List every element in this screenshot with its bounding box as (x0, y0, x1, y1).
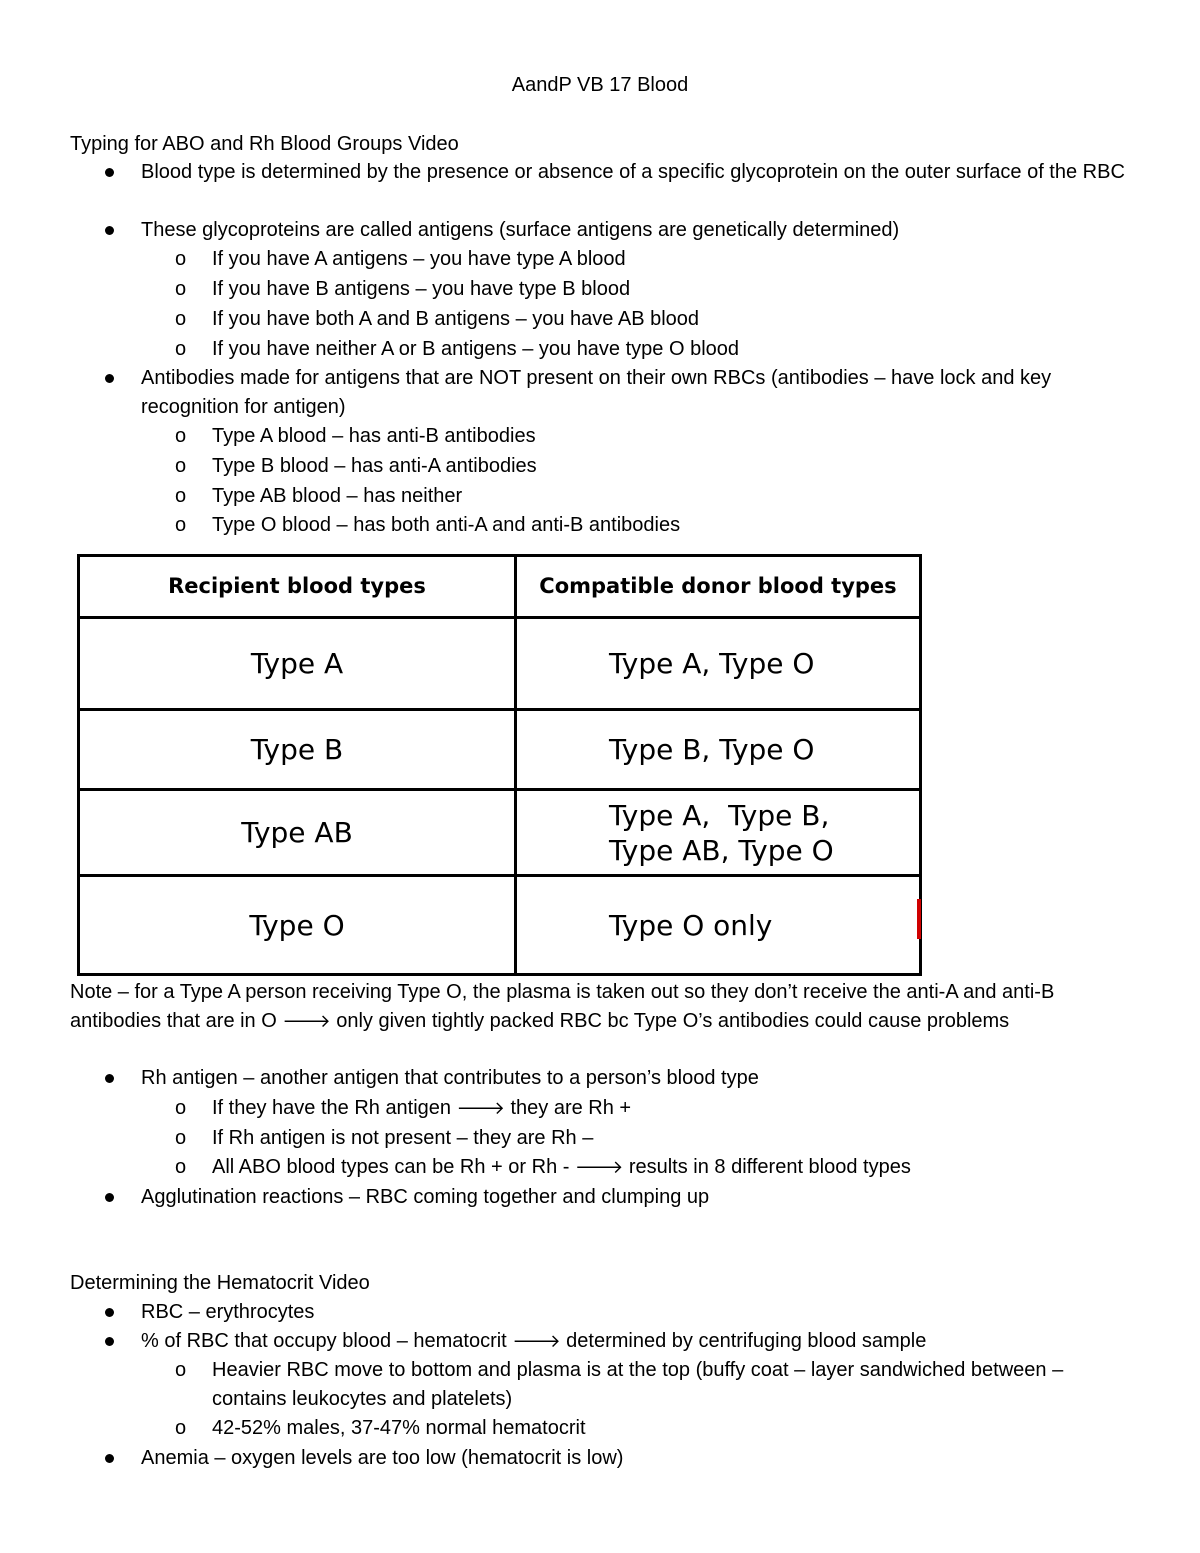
bullet-item: These glycoproteins are called antigens (surface antigens are genetically determined) (141, 216, 1141, 245)
sub-bullet-item: o Heavier RBC move to bottom and plasma is at the top (buffy coat – layer sandwiched between – contains leukocytes and platelets) (212, 1356, 1142, 1414)
sub-bullet-item: o If Rh antigen is not present – they are Rh – (212, 1124, 1142, 1153)
sub-bullet-item: o Type B blood – has anti-A antibodies (212, 452, 1142, 481)
item-text: % of RBC that occupy blood – hematocrit (141, 1330, 507, 1352)
arrow-right-icon: 🡒 (512, 1331, 561, 1352)
donor-cell: Type A, Type O (516, 617, 921, 709)
donor-line: Type AB, Type O (609, 833, 834, 867)
sub-bullet-item: o Type O blood – has both anti-A and anti-B antibodies (212, 511, 1142, 540)
sub-bullet-item: o If you have both A and B antigens – you have AB blood (212, 305, 1142, 334)
donor-cell (516, 790, 921, 876)
header-donor: Compatible donor blood types (516, 556, 921, 618)
bullet-item (141, 1327, 1141, 1356)
bullet-item: RBC – erythrocytes (141, 1298, 1141, 1327)
item-text: results in 8 different blood types (628, 1156, 911, 1178)
recipient-cell: Type O (79, 876, 516, 975)
recipient-cell: Type A (79, 617, 516, 709)
bullet-item: Rh antigen – another antigen that contributes to a person’s blood type (141, 1064, 1141, 1093)
sub-bullet-item: o 42-52% males, 37-47% normal hematocrit (212, 1414, 1142, 1443)
section-heading-blood-groups: Typing for ABO and Rh Blood Groups Video (70, 133, 459, 155)
note-text: Note – for a Type A person receiving Type O, the plasma is taken out so they don’t receive the anti-A and anti-B antibodies that are in O (70, 981, 1055, 1032)
item-text: they are Rh + (510, 1097, 632, 1119)
bullet-item: Antibodies made for antigens that are NOT present on their own RBCs (antibodies – have lock and key recognition for antigen) (141, 364, 1141, 422)
item-text: determined by centrifuging blood sample (566, 1330, 927, 1352)
donor-line: Type A, Type B, (609, 798, 830, 832)
blood-compatibility-table (77, 554, 922, 976)
sub-bullet-item: o Type A blood – has anti-B antibodies (212, 422, 1142, 451)
table-row (79, 790, 921, 876)
header-recipient: Recipient blood types (79, 556, 516, 618)
arrow-right-icon: 🡒 (456, 1098, 505, 1119)
table-row (79, 876, 921, 975)
note-paragraph (70, 978, 1150, 1036)
sub-bullet-item (212, 1153, 1142, 1182)
bullet-item: Agglutination reactions – RBC coming together and clumping up (141, 1183, 1141, 1212)
bullet-item: Blood type is determined by the presence or absence of a specific glycoprotein on the outer surface of the RBC (141, 158, 1141, 187)
donor-cell: Type B, Type O (516, 710, 921, 790)
bullet-item: Anemia – oxygen levels are too low (hematocrit is low) (141, 1444, 1141, 1473)
arrow-right-icon: 🡒 (574, 1157, 624, 1178)
note-text: only given tightly packed RBC bc Type O’s antibodies could cause problems (336, 1010, 1010, 1032)
table-row (79, 617, 921, 709)
table-header-row (79, 556, 921, 618)
sub-bullet-item: o Type AB blood – has neither (212, 482, 1142, 511)
document-title: AandP VB 17 Blood (511, 74, 689, 96)
red-edit-mark (917, 899, 921, 939)
sub-bullet-item (212, 1094, 1142, 1123)
sub-bullet-item: o If you have neither A or B antigens – you have type O blood (212, 335, 1142, 364)
table-row (79, 710, 921, 790)
item-text: All ABO blood types can be Rh + or Rh - (212, 1156, 570, 1178)
recipient-cell: Type AB (79, 790, 516, 876)
item-text: If they have the Rh antigen (212, 1097, 452, 1119)
section-heading-hematocrit: Determining the Hematocrit Video (70, 1272, 370, 1294)
donor-cell: Type O only (516, 876, 921, 975)
sub-bullet-item: o If you have B antigens – you have type B blood (212, 275, 1142, 304)
arrow-right-icon: 🡒 (282, 1011, 331, 1032)
sub-bullet-item: o If you have A antigens – you have type A blood (212, 245, 1142, 274)
recipient-cell: Type B (79, 710, 516, 790)
